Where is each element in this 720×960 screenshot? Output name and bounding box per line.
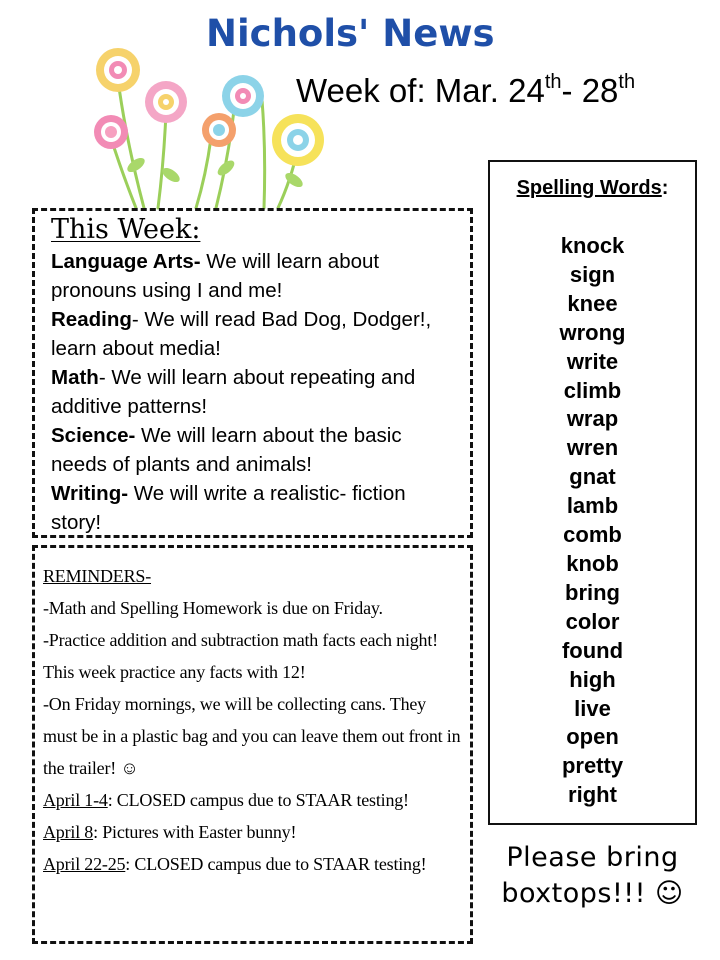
reminder-item: -Practice addition and subtraction math facts each night! This week practice any facts with 12! <box>43 630 438 682</box>
reminder-item: -Math and Spelling Homework is due on Friday. <box>43 598 383 618</box>
spelling-word: knee <box>567 290 618 316</box>
spelling-word: wrong <box>559 319 626 345</box>
reminders-heading: REMINDERS- <box>43 566 152 586</box>
spelling-word: high <box>569 666 616 692</box>
spelling-word: right <box>568 782 617 808</box>
spelling-word: open <box>566 724 619 750</box>
spelling-word: wrap <box>566 406 619 432</box>
spelling-word: knob <box>566 550 619 576</box>
spelling-list <box>490 232 695 810</box>
spelling-word: found <box>561 637 624 663</box>
date-item: April 8: Pictures with Easter bunny! <box>43 822 297 842</box>
spelling-word: bring <box>565 579 620 605</box>
week-suffix-1: th <box>544 71 562 93</box>
this-week-heading: This Week: <box>51 214 201 245</box>
spelling-word: wren <box>566 435 619 461</box>
week-of-line <box>296 72 635 110</box>
this-week-box <box>32 208 473 538</box>
newsletter-title: Nichols' News <box>206 12 495 55</box>
spelling-word: climb <box>563 377 622 403</box>
subject-math: Math- We will learn about repeating and additive patterns! <box>51 366 416 418</box>
spelling-word: color <box>565 608 620 634</box>
flower-illustration <box>66 40 336 210</box>
reminder-item: -On Friday mornings, we will be collecting cans. They must be in a plastic bag and you can leave them out front in the trailer! ☺ <box>43 694 461 778</box>
spelling-word: live <box>574 695 611 721</box>
week-suffix-2: th <box>618 71 636 93</box>
spelling-word: sign <box>569 261 616 287</box>
week-mid: - 28 <box>561 72 619 109</box>
spelling-word: gnat <box>569 464 616 490</box>
subject-writing: Writing- We will write a realistic- fiction story! <box>51 482 406 534</box>
spelling-heading: Spelling Words: <box>516 177 669 199</box>
spelling-word: write <box>566 348 619 374</box>
spelling-word: comb <box>563 522 622 548</box>
reminders-box <box>32 545 473 944</box>
spelling-words-box <box>488 160 697 825</box>
week-prefix: Week of: Mar. 24 <box>296 72 545 109</box>
date-item: April 22-25: CLOSED campus due to STAAR testing! <box>43 854 427 874</box>
boxtops-note: Please bring boxtops!!! ☺ <box>501 842 684 909</box>
spelling-word: knock <box>560 233 625 258</box>
subject-language-arts: Language Arts- We will learn about pronouns using I and me! <box>51 250 380 302</box>
spelling-word: pretty <box>561 753 624 779</box>
spelling-word: lamb <box>566 493 619 519</box>
subject-reading: Reading- We will read Bad Dog, Dodger!, learn about media! <box>51 308 432 360</box>
date-item: April 1-4: CLOSED campus due to STAAR testing! <box>43 790 409 810</box>
subject-science: Science- We will learn about the basic needs of plants and animals! <box>51 424 402 476</box>
